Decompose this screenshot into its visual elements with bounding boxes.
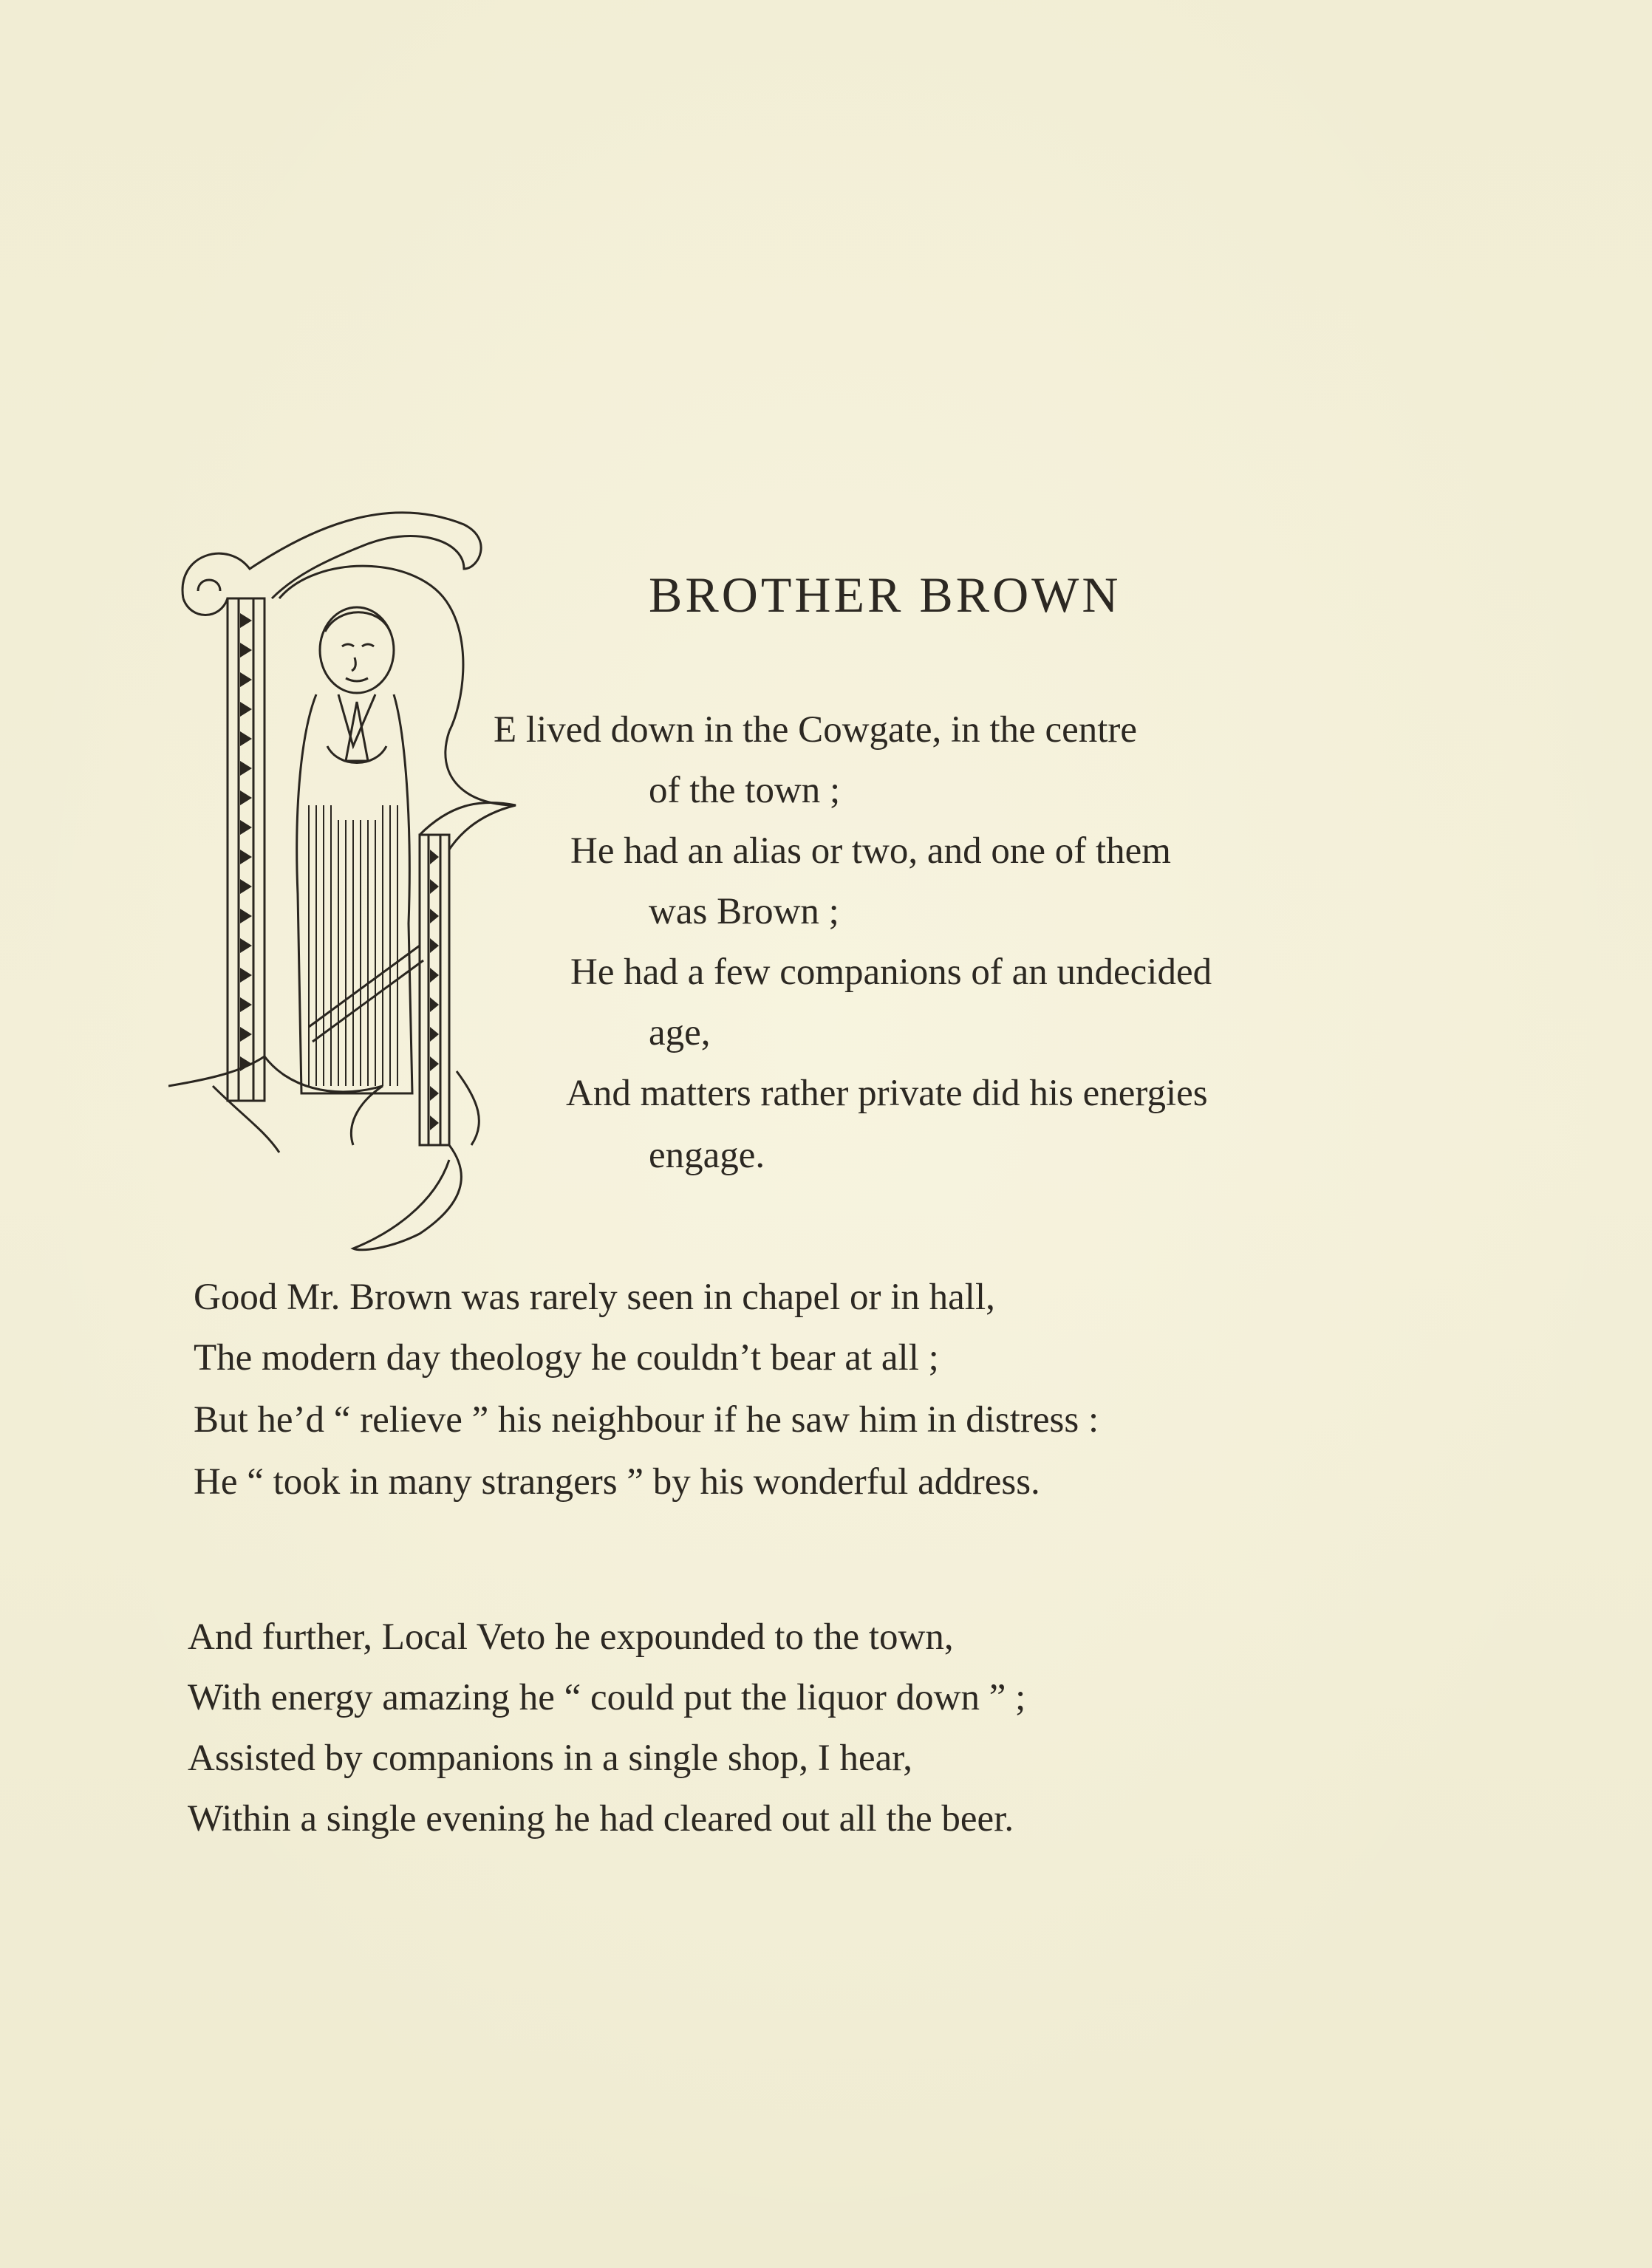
stanza-1-line-8: engage. — [649, 1135, 765, 1176]
stanza-2-line-3: But he’d “ relieve ” his neighbour if he saw him in distress : — [194, 1399, 1099, 1441]
stanza-3-line-2: With energy amazing he “ could put the liquor down ” ; — [188, 1677, 1026, 1718]
stanza-2-line-4: He “ took in many strangers ” by his wonderful address. — [194, 1461, 1040, 1503]
illuminated-drop-cap-h-illustration — [168, 510, 523, 1256]
poem-title: BROTHER BROWN — [649, 567, 1122, 623]
stanza-2-line-2: The modern day theology he couldn’t bear at all ; — [194, 1337, 939, 1379]
stanza-1-line-1: E lived down in the Cowgate, in the centre — [494, 709, 1138, 751]
stanza-2-line-1: Good Mr. Brown was rarely seen in chapel or in hall, — [194, 1277, 995, 1318]
stanza-1-line-3: He had an alias or two, and one of them — [570, 830, 1171, 872]
stanza-1-line-2: of the town ; — [649, 770, 841, 811]
stanza-1-line-5: He had a few companions of an undecided — [570, 952, 1212, 993]
stanza-1-line-7: And matters rather private did his energies — [566, 1073, 1208, 1114]
stanza-3-line-4: Within a single evening he had cleared out all the beer. — [188, 1798, 1014, 1840]
stanza-3-line-1: And further, Local Veto he expounded to the town, — [188, 1616, 954, 1658]
stanza-1-line-4: was Brown ; — [649, 891, 839, 932]
stanza-3-line-3: Assisted by companions in a single shop, I hear, — [188, 1738, 912, 1779]
stanza-1-line-6: age, — [649, 1012, 711, 1053]
